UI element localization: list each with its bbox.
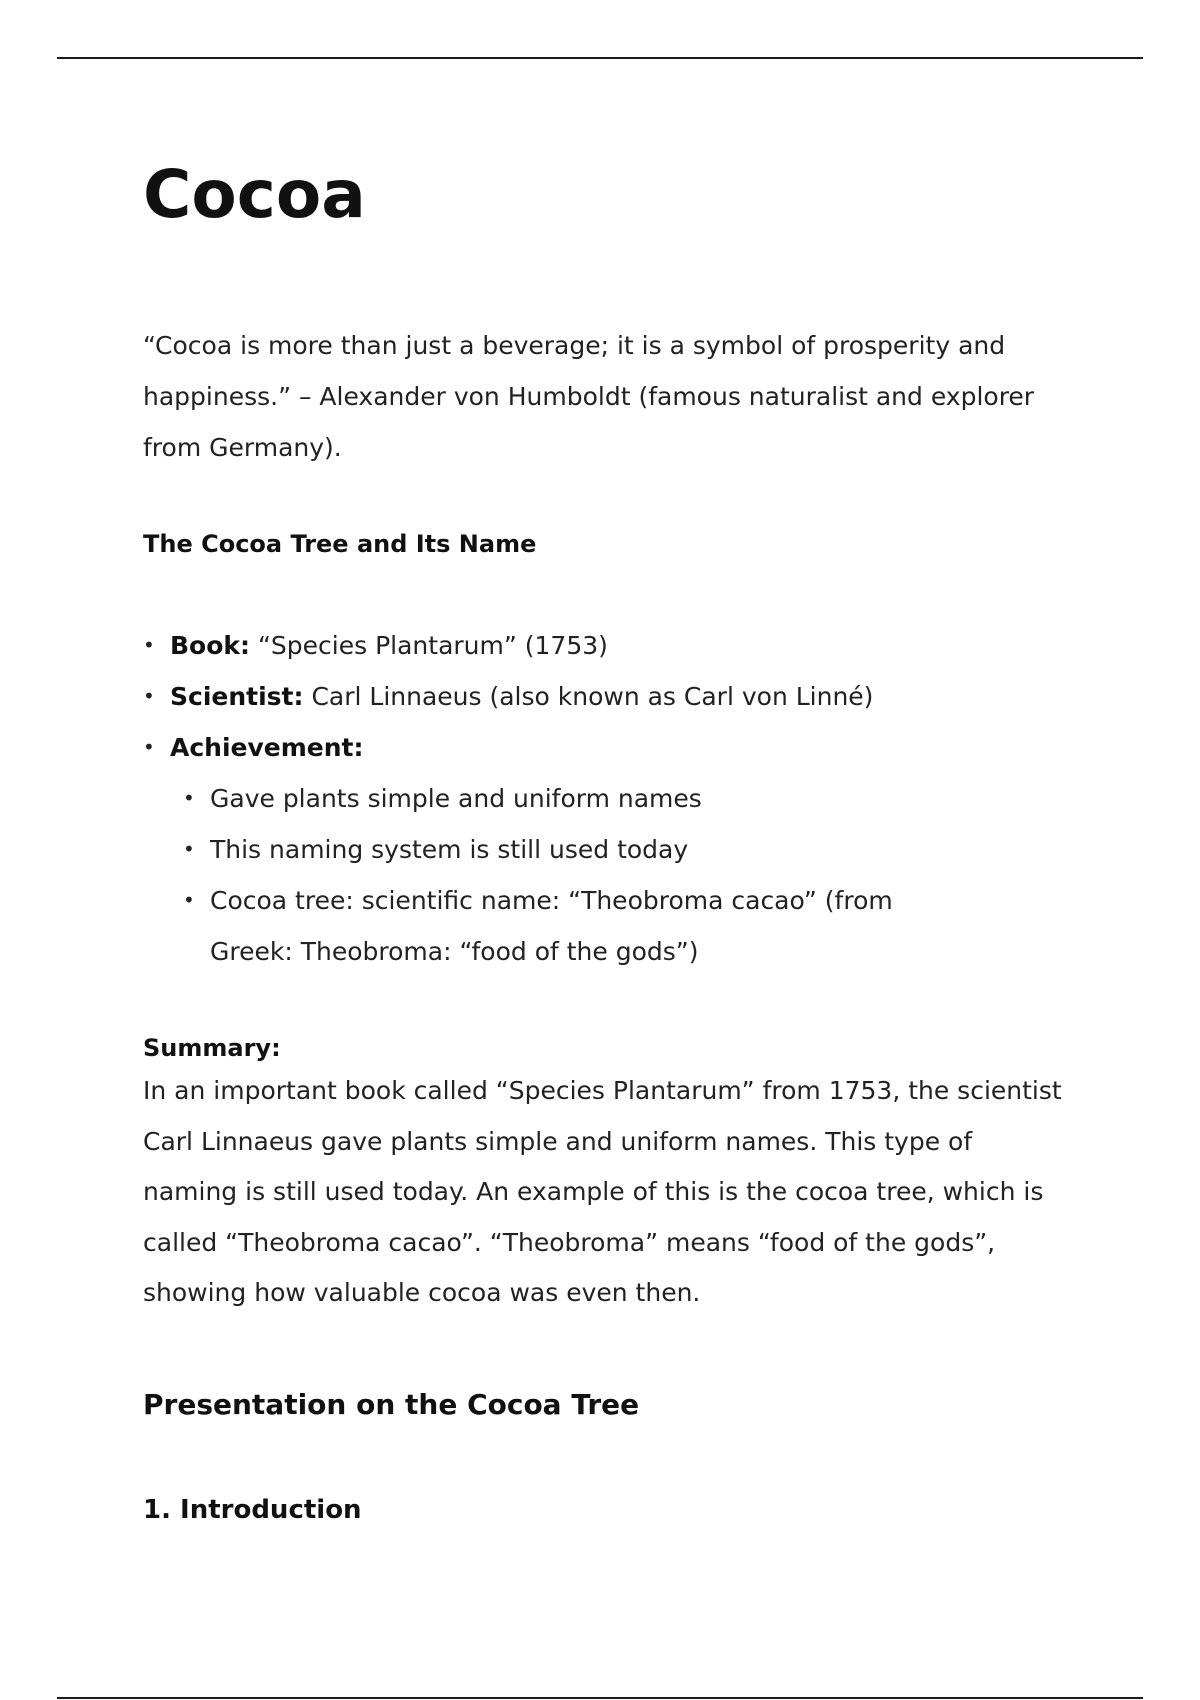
presentation-heading: Presentation on the Cocoa Tree [143,1388,640,1421]
sub-list-item: • Cocoa tree: scientific name: “Theobroma cacao” (from Greek: Theobroma: “food of the gods”) [143,875,970,977]
list-item [143,620,970,671]
page-title: Cocoa [143,156,366,233]
bottom-rule [57,1697,1143,1699]
bullet-label: Achievement: [170,733,364,762]
sub-list-item: • This naming system is still used today [143,824,970,875]
bullet-label: Book: [170,631,251,660]
document-body [143,150,1063,1525]
intro-quote: “Cocoa is more than just a beverage; it is a symbol of prosperity and happiness.” – Alexander von Humboldt (famous naturalist and explorer from Germany). [143,331,1035,462]
list-item [143,671,970,722]
bullet-text: “Species Plantarum” (1753) [250,631,608,660]
bullet-text: Carl Linnaeus (also known as Carl von Linné) [303,682,874,711]
bullet-label: Scientist: [170,682,304,711]
introduction-heading: 1. Introduction [143,1495,362,1525]
facts-list [143,620,970,977]
sub-list-item: • Gave plants simple and uniform names [143,773,970,824]
section-heading: The Cocoa Tree and Its Name [143,530,537,558]
summary-paragraph: In an important book called “Species Plantarum” from 1753, the scientist Carl Linnaeus gave plants simple and uniform names. This type of naming is still used today. An example of this is the cocoa tree, which is called “Theobroma cacao”. “Theobroma” means “food of the gods”, showing how valuable cocoa was even then. [143,1076,1062,1307]
top-rule [57,57,1143,59]
list-item [143,722,970,773]
summary-heading: Summary: [143,1034,281,1062]
